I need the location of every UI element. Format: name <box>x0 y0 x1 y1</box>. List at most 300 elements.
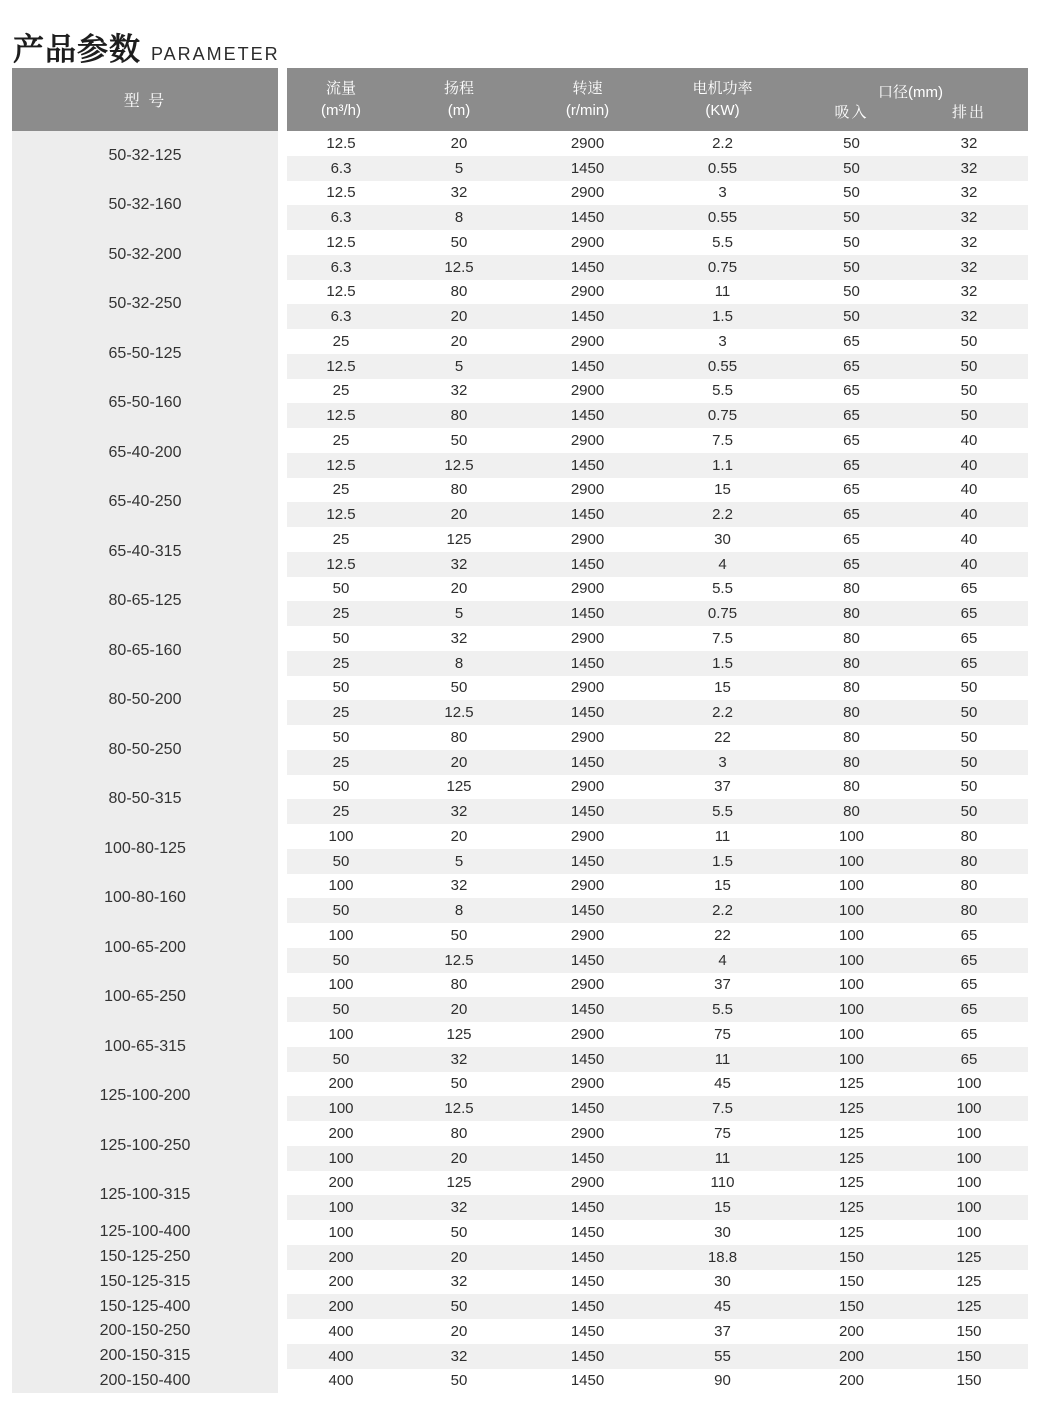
value-cell: 32 <box>960 233 978 251</box>
value-cell: 100 <box>838 926 865 944</box>
value-cell: 80 <box>960 827 978 845</box>
value-cell: 32 <box>910 205 1028 230</box>
value-cell: 50 <box>287 849 395 874</box>
page-title <box>13 24 280 69</box>
value-cell: 32 <box>960 283 978 301</box>
value-cell: 20 <box>450 332 468 350</box>
header-power-label: 电机功率 <box>692 80 753 97</box>
value-cell: 1450 <box>523 552 652 577</box>
value-cell: 50 <box>910 403 1028 428</box>
value-cell: 8 <box>395 898 523 923</box>
header-head <box>395 68 523 131</box>
value-cell: 32 <box>960 184 978 202</box>
value-cell: 12.5 <box>395 948 523 973</box>
value-cell: 80 <box>843 778 860 796</box>
value-cell: 1450 <box>523 849 652 874</box>
value-cell: 80 <box>843 580 860 598</box>
header-flow <box>287 68 395 131</box>
value-cell: 65 <box>843 332 860 350</box>
value-cell: 80 <box>450 1124 468 1142</box>
value-cell: 100 <box>793 948 910 973</box>
value-cell: 5.5 <box>652 799 793 824</box>
model-cell: 50-32-125 <box>12 131 278 181</box>
value-cell: 6.3 <box>287 255 395 280</box>
model-cell: 50-32-160 <box>12 181 278 231</box>
parameter-table <box>12 68 1028 1393</box>
value-cell: 1.5 <box>652 849 793 874</box>
value-cell: 50 <box>332 679 350 697</box>
value-cell: 2900 <box>570 580 605 598</box>
model-cell: 100-65-200 <box>12 923 278 973</box>
value-cell: 80 <box>793 651 910 676</box>
model-cell: 125-100-200 <box>12 1072 278 1122</box>
value-cell: 200 <box>287 1294 395 1319</box>
value-cell: 30 <box>714 1223 731 1241</box>
value-cell: 50 <box>450 1075 468 1093</box>
value-cell: 125 <box>838 1223 865 1241</box>
value-cell: 6.3 <box>287 205 395 230</box>
value-cell: 40 <box>960 431 978 449</box>
value-cell: 15 <box>652 1195 793 1220</box>
model-cell: 65-40-250 <box>12 478 278 528</box>
value-cell: 400 <box>328 1322 354 1340</box>
value-cell: 125 <box>838 1075 865 1093</box>
value-cell: 200 <box>793 1344 910 1369</box>
model-cell: 150-125-315 <box>12 1270 278 1295</box>
header-flow-label: 流量 <box>325 80 356 97</box>
value-cell: 50 <box>395 1294 523 1319</box>
value-cell: 80 <box>395 403 523 428</box>
value-cell: 1450 <box>523 601 652 626</box>
value-cell: 1450 <box>523 1245 652 1270</box>
value-cell: 20 <box>450 580 468 598</box>
value-cell: 80 <box>450 976 468 994</box>
value-cell: 2900 <box>570 382 605 400</box>
value-cell: 5 <box>395 156 523 181</box>
value-cell: 100 <box>328 877 354 895</box>
value-cell: 100 <box>328 1025 354 1043</box>
value-cell: 12.5 <box>395 453 523 478</box>
value-cell: 200 <box>328 1124 354 1142</box>
value-cell: 50 <box>450 926 468 944</box>
value-cell: 2900 <box>570 728 605 746</box>
value-cell: 200 <box>838 1372 865 1390</box>
value-cell: 12.5 <box>287 502 395 527</box>
header-head-unit: (m) <box>447 102 471 119</box>
value-cell: 65 <box>960 629 978 647</box>
value-cell: 12.5 <box>287 354 395 379</box>
value-cell: 65 <box>910 1047 1028 1072</box>
value-cell: 12.5 <box>287 552 395 577</box>
value-cell: 100 <box>838 877 865 895</box>
model-cell: 100-80-160 <box>12 874 278 924</box>
value-cell: 50 <box>843 283 860 301</box>
value-cell: 15 <box>714 481 731 499</box>
value-cell: 125 <box>838 1124 865 1142</box>
value-cell: 75 <box>714 1025 731 1043</box>
value-cell: 32 <box>450 184 468 202</box>
value-cell: 20 <box>395 1245 523 1270</box>
value-cell: 50 <box>960 679 978 697</box>
value-cell: 50 <box>450 1223 468 1241</box>
value-cell: 50 <box>843 134 860 152</box>
value-cell: 3 <box>718 184 727 202</box>
value-cell: 100 <box>956 1174 982 1192</box>
header-power <box>652 68 793 131</box>
header-speed-label: 转速 <box>572 80 603 97</box>
value-cell: 1450 <box>523 502 652 527</box>
model-cell: 80-65-160 <box>12 626 278 676</box>
value-cell: 1450 <box>523 1195 652 1220</box>
value-cell: 125 <box>838 1174 865 1192</box>
value-cell: 50 <box>332 778 350 796</box>
value-cell: 50 <box>450 233 468 251</box>
model-cell: 125-100-315 <box>12 1171 278 1221</box>
value-cell: 50 <box>287 997 395 1022</box>
value-cell: 65 <box>960 580 978 598</box>
value-cell: 25 <box>332 481 350 499</box>
value-cell: 25 <box>332 431 350 449</box>
value-cell: 20 <box>395 997 523 1022</box>
value-cell: 65 <box>843 481 860 499</box>
value-cell: 80 <box>960 877 978 895</box>
value-cell: 125 <box>793 1195 910 1220</box>
value-cell: 20 <box>450 827 468 845</box>
value-cell: 100 <box>910 1096 1028 1121</box>
value-cell: 12.5 <box>287 453 395 478</box>
value-cell: 11 <box>714 283 731 301</box>
value-cell: 2900 <box>570 184 605 202</box>
value-cell: 5.5 <box>712 382 733 400</box>
value-cell: 80 <box>450 481 468 499</box>
value-cell: 100 <box>910 1146 1028 1171</box>
value-cell: 22 <box>714 926 731 944</box>
value-cell: 1450 <box>523 156 652 181</box>
value-cell: 50 <box>450 679 468 697</box>
value-cell: 11 <box>652 1047 793 1072</box>
value-cell: 2900 <box>570 877 605 895</box>
value-cell: 50 <box>960 728 978 746</box>
value-cell: 2900 <box>570 976 605 994</box>
value-cell: 50 <box>960 332 978 350</box>
value-cell: 80 <box>450 728 468 746</box>
value-cell: 22 <box>714 728 731 746</box>
value-cell: 5 <box>395 354 523 379</box>
value-cell: 65 <box>910 997 1028 1022</box>
body-gutter <box>278 131 287 1393</box>
value-cell: 80 <box>450 283 468 301</box>
value-cell: 40 <box>910 502 1028 527</box>
value-cell: 2900 <box>570 332 605 350</box>
value-cell: 2900 <box>570 629 605 647</box>
value-cell: 100 <box>328 926 354 944</box>
value-cell: 40 <box>960 530 978 548</box>
value-cell: 65 <box>910 651 1028 676</box>
value-cell: 30 <box>714 530 731 548</box>
value-cell: 50 <box>450 1372 468 1390</box>
model-cell: 65-50-160 <box>12 379 278 429</box>
value-cell: 200 <box>328 1174 354 1192</box>
value-cell: 12.5 <box>395 1096 523 1121</box>
value-cell: 12.5 <box>326 283 356 301</box>
value-cell: 125 <box>446 530 472 548</box>
value-cell: 12.5 <box>326 184 356 202</box>
value-cell: 2.2 <box>652 700 793 725</box>
value-cell: 65 <box>793 403 910 428</box>
value-cell: 150 <box>838 1273 865 1291</box>
value-cell: 100 <box>838 976 865 994</box>
value-cell: 1450 <box>523 700 652 725</box>
value-cell: 2900 <box>570 233 605 251</box>
value-cell: 12.5 <box>395 700 523 725</box>
value-cell: 0.75 <box>652 255 793 280</box>
value-cell: 65 <box>843 530 860 548</box>
header-discharge: 排出 <box>951 104 986 121</box>
value-cell: 100 <box>328 976 354 994</box>
value-cell: 100 <box>838 1025 865 1043</box>
value-cell: 125 <box>793 1096 910 1121</box>
value-cell: 20 <box>450 1322 468 1340</box>
value-cell: 200 <box>328 1273 354 1291</box>
value-cell: 12.5 <box>395 255 523 280</box>
value-cell: 65 <box>793 502 910 527</box>
value-cell: 12.5 <box>326 134 356 152</box>
value-cell: 2900 <box>570 827 605 845</box>
value-cell: 50 <box>450 431 468 449</box>
value-cell: 45 <box>714 1075 731 1093</box>
value-cell: 2900 <box>570 926 605 944</box>
value-cell: 50 <box>843 233 860 251</box>
model-cell: 50-32-250 <box>12 280 278 330</box>
value-cell: 20 <box>395 304 523 329</box>
model-cell: 65-50-125 <box>12 329 278 379</box>
value-cell: 65 <box>793 552 910 577</box>
value-cell: 65 <box>843 431 860 449</box>
value-cell: 100 <box>793 1047 910 1072</box>
value-cell: 80 <box>793 750 910 775</box>
value-cell: 2900 <box>570 283 605 301</box>
header-speed <box>523 68 652 131</box>
header-power-unit: (KW) <box>705 102 740 119</box>
page-title-en: PARAMETER <box>151 44 280 64</box>
value-cell: 80 <box>793 700 910 725</box>
value-cell: 5.5 <box>652 997 793 1022</box>
value-cell: 0.75 <box>652 403 793 428</box>
value-cell: 50 <box>910 799 1028 824</box>
model-cell: 150-125-250 <box>12 1245 278 1270</box>
value-cell: 1450 <box>523 403 652 428</box>
value-cell: 20 <box>395 502 523 527</box>
value-cell: 15 <box>714 679 731 697</box>
value-cell: 3 <box>718 332 727 350</box>
value-cell: 100 <box>956 1223 982 1241</box>
value-cell: 1450 <box>523 354 652 379</box>
value-cell: 40 <box>910 453 1028 478</box>
value-cell: 32 <box>395 799 523 824</box>
value-cell: 20 <box>395 1146 523 1171</box>
value-cell: 1450 <box>523 304 652 329</box>
value-cell: 2900 <box>570 1174 605 1192</box>
value-cell: 150 <box>956 1322 982 1340</box>
model-cell: 100-65-250 <box>12 973 278 1023</box>
value-cell: 125 <box>910 1245 1028 1270</box>
value-cell: 6.3 <box>287 304 395 329</box>
value-cell: 18.8 <box>652 1245 793 1270</box>
value-cell: 32 <box>395 552 523 577</box>
value-cell: 50 <box>332 580 350 598</box>
model-cell: 80-50-315 <box>12 775 278 825</box>
value-cell: 50 <box>332 728 350 746</box>
value-cell: 1450 <box>570 1223 605 1241</box>
value-cell: 1450 <box>523 1096 652 1121</box>
value-cell: 30 <box>714 1273 731 1291</box>
value-cell: 5 <box>395 601 523 626</box>
value-cell: 4 <box>652 948 793 973</box>
value-cell: 40 <box>910 552 1028 577</box>
value-cell: 1450 <box>523 1294 652 1319</box>
value-cell: 50 <box>960 778 978 796</box>
value-cell: 125 <box>956 1273 982 1291</box>
header-head-label: 扬程 <box>443 80 474 97</box>
value-cell: 0.55 <box>652 205 793 230</box>
page-title-zh: 产品参数 <box>13 32 141 67</box>
value-cell: 100 <box>287 1146 395 1171</box>
value-cell: 1450 <box>523 1344 652 1369</box>
value-cell: 100 <box>287 1195 395 1220</box>
value-cell: 32 <box>450 382 468 400</box>
value-cell: 25 <box>332 332 350 350</box>
model-cell: 80-65-125 <box>12 577 278 627</box>
value-cell: 150 <box>793 1294 910 1319</box>
model-cell: 125-100-250 <box>12 1121 278 1171</box>
value-cell: 25 <box>287 750 395 775</box>
value-cell: 100 <box>793 898 910 923</box>
model-cell: 200-150-315 <box>12 1344 278 1369</box>
value-cell: 0.55 <box>652 354 793 379</box>
value-cell: 15 <box>714 877 731 895</box>
value-cell: 32 <box>395 1344 523 1369</box>
value-cell: 80 <box>843 629 860 647</box>
value-cell: 32 <box>450 877 468 895</box>
header-gutter <box>278 68 287 131</box>
value-cell: 150 <box>956 1372 982 1390</box>
model-cell: 100-80-125 <box>12 824 278 874</box>
model-cell: 80-50-200 <box>12 676 278 726</box>
model-cell: 65-40-315 <box>12 527 278 577</box>
header-speed-unit: (r/min) <box>565 102 610 119</box>
value-cell: 2900 <box>570 1025 605 1043</box>
value-cell: 50 <box>793 205 910 230</box>
value-cell: 2900 <box>570 679 605 697</box>
value-cell: 4 <box>652 552 793 577</box>
value-cell: 2.2 <box>652 502 793 527</box>
value-cell: 25 <box>287 601 395 626</box>
value-cell: 25 <box>287 799 395 824</box>
value-cell: 200 <box>287 1245 395 1270</box>
value-cell: 400 <box>328 1372 354 1390</box>
value-cell: 100 <box>956 1075 982 1093</box>
value-cell: 20 <box>395 750 523 775</box>
value-cell: 80 <box>910 898 1028 923</box>
value-cell: 5 <box>395 849 523 874</box>
value-cell: 100 <box>910 1195 1028 1220</box>
value-cell: 125 <box>793 1146 910 1171</box>
value-cell: 50 <box>332 629 350 647</box>
value-cell: 2900 <box>570 1075 605 1093</box>
model-cell: 200-150-250 <box>12 1319 278 1344</box>
value-cell: 1.5 <box>652 651 793 676</box>
value-cell: 2.2 <box>652 898 793 923</box>
header-caliber: 口径(mm) <box>878 84 943 101</box>
model-cell: 200-150-400 <box>12 1369 278 1394</box>
value-cell: 50 <box>843 184 860 202</box>
value-cell: 100 <box>793 997 910 1022</box>
value-cell: 150 <box>793 1245 910 1270</box>
value-cell: 32 <box>910 304 1028 329</box>
value-cell: 7.5 <box>712 629 733 647</box>
value-cell: 32 <box>910 156 1028 181</box>
value-cell: 1450 <box>523 750 652 775</box>
value-cell: 65 <box>960 926 978 944</box>
value-cell: 25 <box>332 382 350 400</box>
value-cell: 1.5 <box>652 304 793 329</box>
value-cell: 80 <box>793 799 910 824</box>
value-cell: 25 <box>287 700 395 725</box>
value-cell: 32 <box>450 1273 468 1291</box>
value-cell: 65 <box>960 1025 978 1043</box>
value-cell: 65 <box>910 601 1028 626</box>
header-suction: 吸入 <box>834 104 869 121</box>
model-cell: 80-50-250 <box>12 725 278 775</box>
value-cell: 2.2 <box>712 134 733 152</box>
value-cell: 50 <box>910 700 1028 725</box>
value-cell: 12.5 <box>287 403 395 428</box>
value-cell: 25 <box>287 651 395 676</box>
value-cell: 125 <box>910 1294 1028 1319</box>
value-cell: 0.75 <box>652 601 793 626</box>
value-cell: 100 <box>287 1096 395 1121</box>
value-cell: 1450 <box>523 997 652 1022</box>
value-cell: 2900 <box>570 431 605 449</box>
value-cell: 7.5 <box>712 431 733 449</box>
value-cell: 80 <box>910 849 1028 874</box>
value-cell: 80 <box>843 679 860 697</box>
value-cell: 75 <box>714 1124 731 1142</box>
value-cell: 125 <box>446 778 472 796</box>
value-cell: 0.55 <box>652 156 793 181</box>
model-cell: 65-40-200 <box>12 428 278 478</box>
value-cell: 125 <box>446 1174 472 1192</box>
value-cell: 200 <box>838 1322 865 1340</box>
value-cell: 12.5 <box>326 233 356 251</box>
value-cell: 32 <box>395 1195 523 1220</box>
header-model: 型 号 <box>123 93 167 110</box>
value-cell: 50 <box>793 304 910 329</box>
value-cell: 1450 <box>523 1047 652 1072</box>
value-cell: 32 <box>450 629 468 647</box>
value-cell: 25 <box>332 530 350 548</box>
model-cell: 100-65-315 <box>12 1022 278 1072</box>
value-cell: 37 <box>714 778 731 796</box>
value-cell: 37 <box>714 1322 731 1340</box>
value-cell: 1450 <box>570 1273 605 1291</box>
value-cell: 2900 <box>570 481 605 499</box>
value-cell: 1450 <box>523 255 652 280</box>
value-cell: 100 <box>956 1124 982 1142</box>
model-cell: 125-100-400 <box>12 1220 278 1245</box>
value-cell: 1450 <box>523 453 652 478</box>
value-cell: 11 <box>714 827 731 845</box>
